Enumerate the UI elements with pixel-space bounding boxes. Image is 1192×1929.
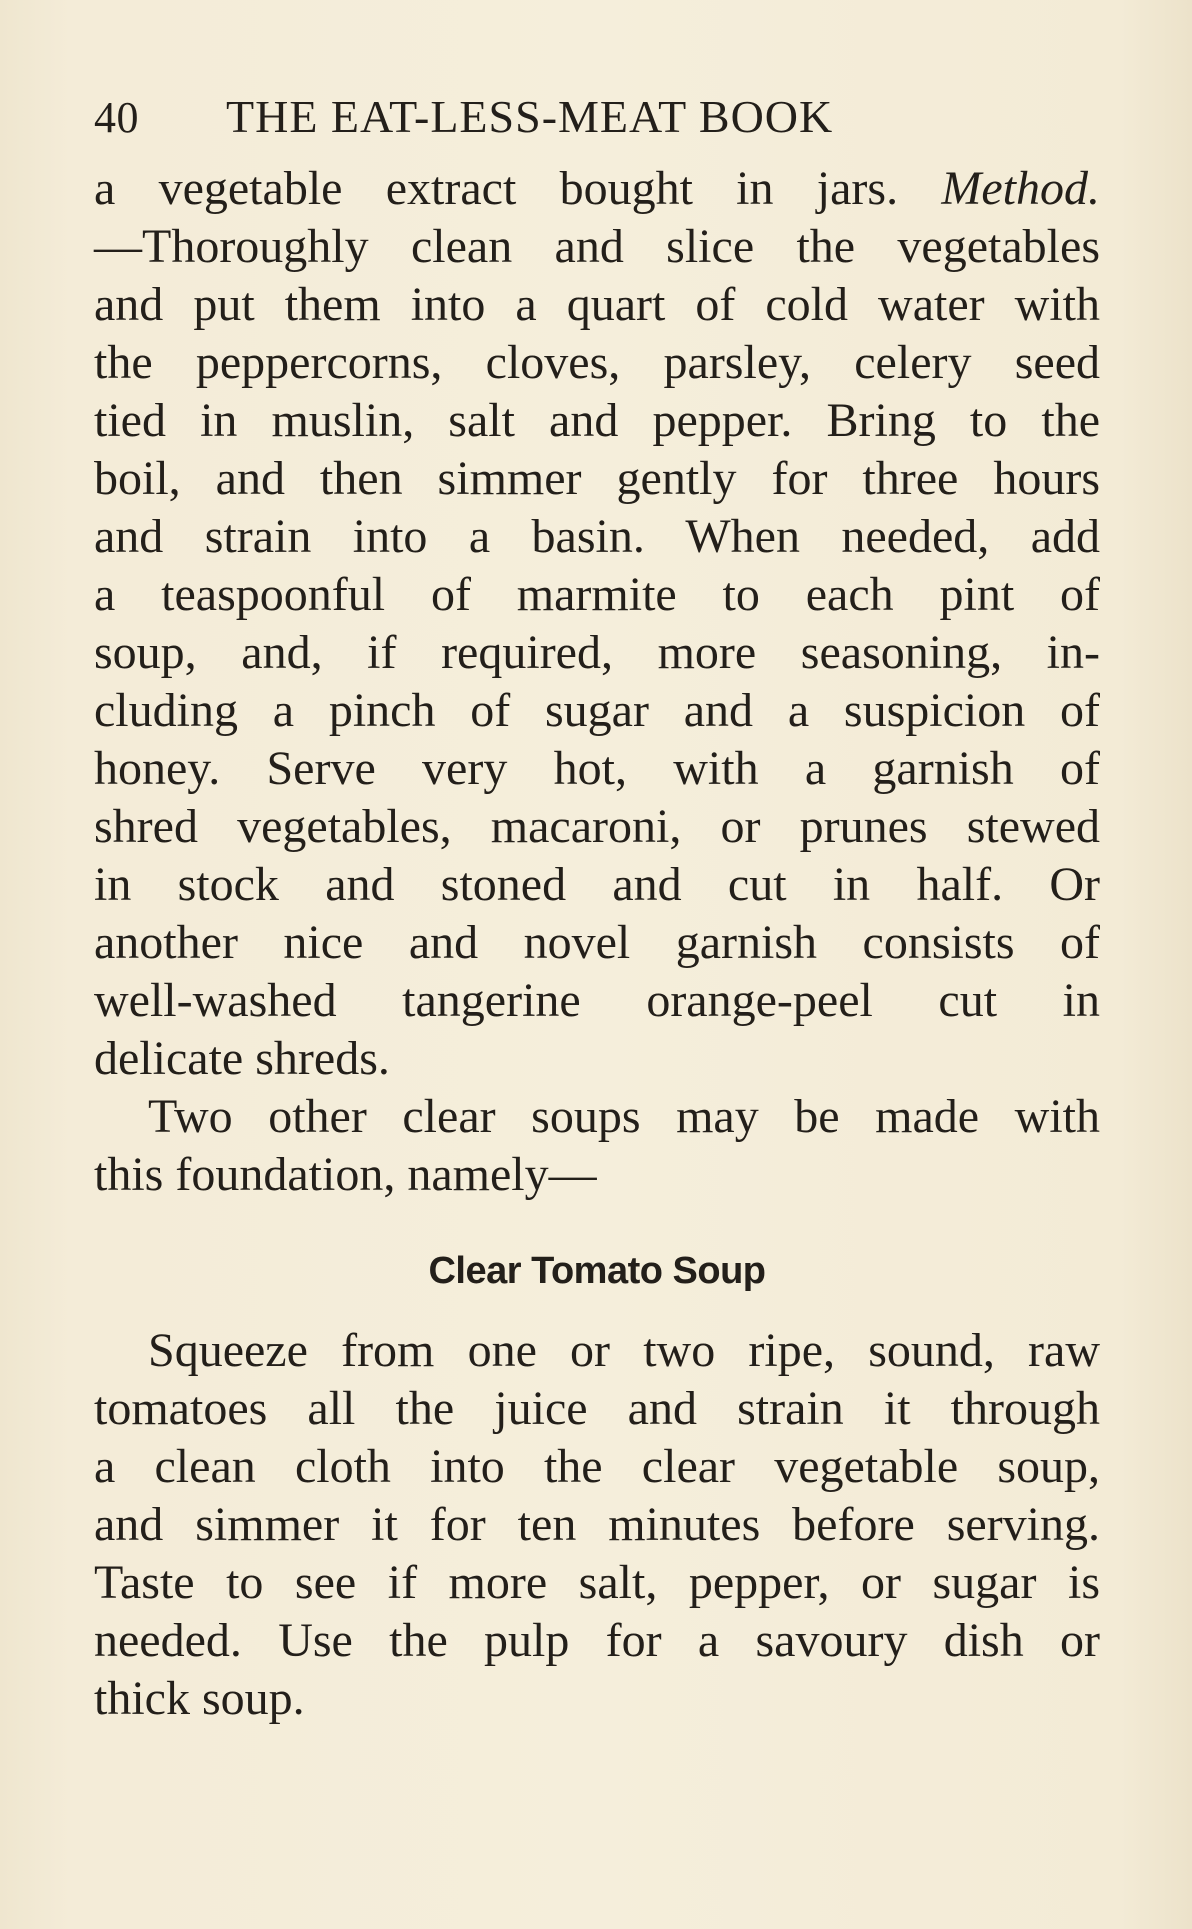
text-line: Taste to see if more salt, pepper, or sugar is: [94, 1556, 1100, 1609]
page-header: [94, 88, 1100, 152]
text-line: a teaspoonful of marmite to each pint of: [94, 568, 1100, 621]
text-line: [94, 160, 1100, 218]
text-line: and put them into a quart of cold water with: [94, 278, 1100, 331]
text-line: Two other clear soups may be made with: [148, 1090, 1100, 1143]
text-segment: a vegetable extract bought in jars.: [94, 162, 899, 215]
text-line: another nice and novel garnish consists of: [94, 916, 1100, 969]
text-line: cluding a pinch of sugar and a suspicion of: [94, 684, 1100, 737]
paragraph-other-soups: [94, 1088, 1100, 1204]
text-line: shred vegetables, macaroni, or prunes stewed: [94, 800, 1100, 853]
text-line: soup, and, if required, more seasoning, in-: [94, 626, 1100, 679]
text-line: a clean cloth into the clear vegetable soup,: [94, 1440, 1100, 1493]
text-line: Squeeze from one or two ripe, sound, raw: [148, 1324, 1100, 1377]
text-line: thick soup.: [94, 1672, 305, 1725]
text-line: tomatoes all the juice and strain it through: [94, 1382, 1100, 1435]
running-title: THE EAT-LESS-MEAT BOOK: [226, 91, 834, 142]
text-line: the peppercorns, cloves, parsley, celery seed: [94, 336, 1100, 389]
recipe-heading: Clear Tomato Soup: [428, 1250, 766, 1292]
paragraph-method: [94, 160, 1100, 1088]
method-label: Method.: [941, 162, 1101, 215]
spacer: [94, 1204, 1100, 1242]
text-line: in stock and stoned and cut in half. Or: [94, 858, 1100, 911]
text-line: —Thoroughly clean and slice the vegetables: [94, 220, 1100, 273]
text-line: needed. Use the pulp for a savoury dish or: [94, 1614, 1100, 1667]
page-number: 40: [94, 93, 139, 142]
text-line: boil, and then simmer gently for three hours: [94, 452, 1100, 505]
text-line: this foundation, namely—: [94, 1148, 597, 1201]
text-line: and strain into a basin. When needed, add: [94, 510, 1100, 563]
paragraph-tomato-soup: [94, 1322, 1100, 1728]
text-line: and simmer it for ten minutes before serving.: [94, 1498, 1100, 1551]
text-line: honey. Serve very hot, with a garnish of: [94, 742, 1100, 795]
page-text: [94, 88, 1100, 1728]
text-line: tied in muslin, salt and pepper. Bring to the: [94, 394, 1100, 447]
text-line: well-washed tangerine orange-peel cut in: [94, 974, 1100, 1027]
text-line: delicate shreds.: [94, 1032, 390, 1085]
